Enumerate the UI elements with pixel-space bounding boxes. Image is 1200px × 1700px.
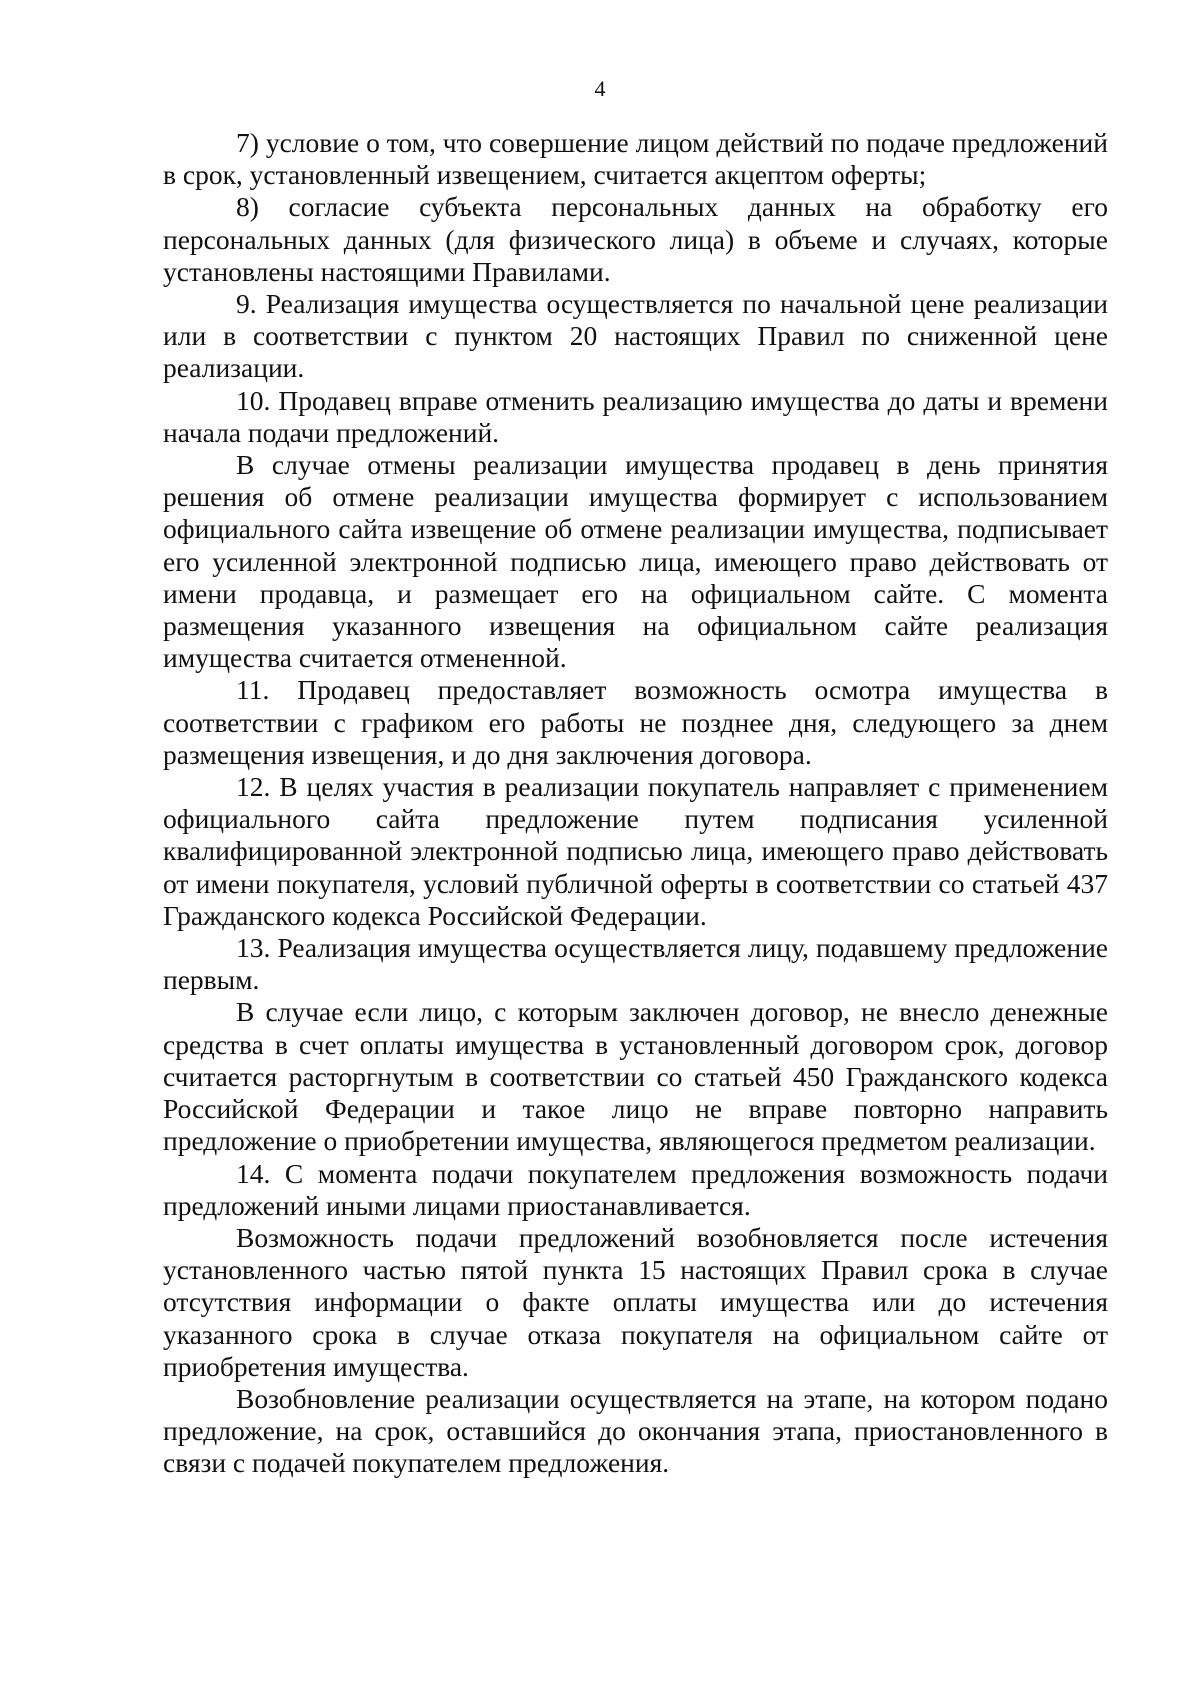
paragraph-clause-13: 13. Реализация имущества осуществляется лицу, подавшему предложение первым. <box>163 932 1108 996</box>
paragraph-clause-14: 14. С момента подачи покупателем предложения возможность подачи предложений иными лицами приостанавливается. <box>163 1157 1108 1221</box>
page-number: 4 <box>594 76 606 101</box>
paragraph-clause-14-resumption: Возможность подачи предложений возобновляется после истечения установленного частью пятой пункта 15 настоящих Правил срока в случае отсутствия информации о факте оплаты имущества или до истечения указанного срока в случае отказа покупателя на официальном сайте от приобретения имущества. <box>163 1221 1108 1382</box>
paragraph-clause-9: 9. Реализация имущества осуществляется по начальной цене реализации или в соответствии с пунктом 20 настоящих Правил по сниженной цене реализации. <box>163 288 1108 384</box>
document-body <box>163 127 1108 1480</box>
paragraph-clause-12: 12. В целях участия в реализации покупатель направляет с применением официального сайта предложение путем подписания усиленной квалифицированной электронной подписью лица, имеющего право действовать от имени покупателя, условий публичной оферты в соответствии со статьей 437 Гражданского кодекса Российской Федерации. <box>163 771 1108 931</box>
paragraph-clause-10: 10. Продавец вправе отменить реализацию имущества до даты и времени начала подачи предложений. <box>163 384 1108 448</box>
paragraph-item-8: 8) согласие субъекта персональных данных на обработку его персональных данных (для физического лица) в объеме и случаях, которые установлены настоящими Правилами. <box>163 191 1108 287</box>
paragraph-clause-11: 11. Продавец предоставляет возможность осмотра имущества в соответствии с графиком его работы не позднее дня, следующего за днем размещения извещения, и до дня заключения договора. <box>163 674 1108 770</box>
paragraph-item-7: 7) условие о том, что совершение лицом действий по подаче предложений в срок, установленный извещением, считается акцептом оферты; <box>163 127 1108 191</box>
paragraph-clause-14-stage: Возобновление реализации осуществляется на этапе, на котором подано предложение, на срок, оставшийся до окончания этапа, приостановленного в связи с подачей покупателем предложения. <box>163 1382 1108 1479</box>
paragraph-clause-13-nonpayment: В случае если лицо, с которым заключен договор, не внесло денежные средства в счет оплаты имущества в установленный договором срок, договор считается расторгнутым в соответствии со статьей 450 Гражданского кодекса Российской Федерации и такое лицо не вправе повторно направить предложение о приобретении имущества, являющегося предметом реализации. <box>163 996 1108 1157</box>
paragraph-clause-10-cancellation: В случае отмены реализации имущества продавец в день принятия решения об отмене реализации имущества формирует с использованием официального сайта извещение об отмене реализации имущества, подписывает его усиленной электронной подписью лица, имеющего право действовать от имени продавца, и размещает его на официальном сайте. С момента размещения указанного извещения на официальном сайте реализация имущества считается отмененной. <box>163 449 1108 674</box>
